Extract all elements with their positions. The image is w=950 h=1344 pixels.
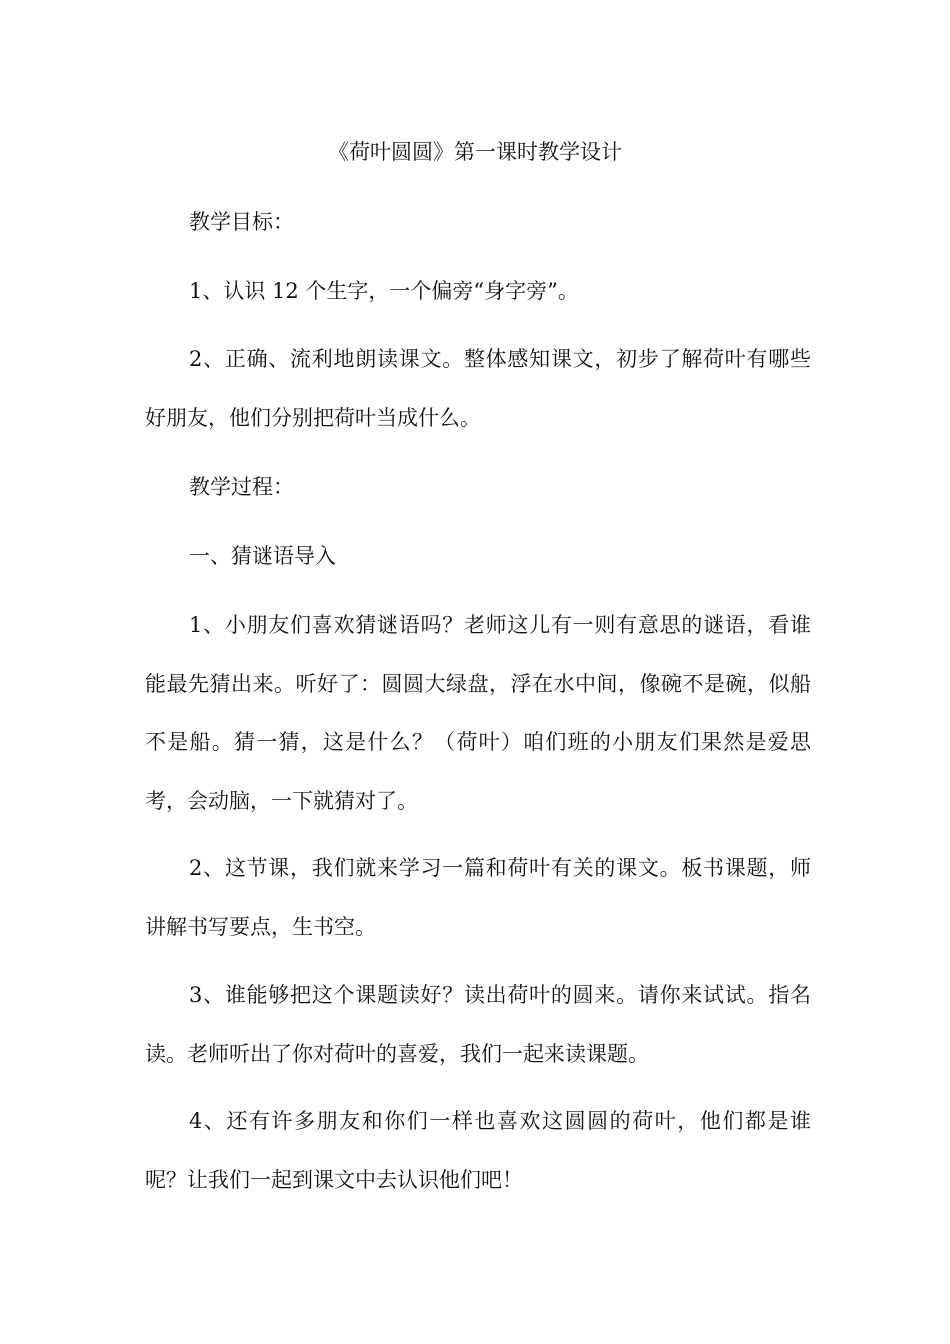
objective-item-2: 2、正确、流利地朗读课文。整体感知课文，初步了解荷叶有哪些好朋友，他们分别把荷叶当成什么。 bbox=[145, 347, 811, 430]
process-item-4: 4、还有许多朋友和你们一样也喜欢这圆圆的荷叶，他们都是谁呢？让我们一起到课文中去认识他们吧！ bbox=[145, 1109, 811, 1192]
objective-item-1: 1、认识 12 个生字，一个偏旁“身字旁”。 bbox=[189, 279, 579, 303]
section-heading-process: 教学过程： bbox=[189, 475, 294, 499]
process-item-1: 1、小朋友们喜欢猜谜语吗？老师这儿有一则有意思的谜语，看谁能最先猜出来。听好了：圆圆大绿盘，浮在水中间，像碗不是碗，似船不是船。猜一猜，这是什么？（荷叶）咱们班的小朋友们果然是爱思考，会动脑，一下就猜对了。 bbox=[145, 613, 811, 813]
section-heading-objectives: 教学目标： bbox=[189, 210, 294, 234]
document-title: 《荷叶圆圆》第一课时教学设计 bbox=[328, 140, 622, 164]
process-item-3: 3、谁能够把这个课题读好？读出荷叶的圆来。请你来试试。指名读。老师听出了你对荷叶的喜爱，我们一起来读课题。 bbox=[145, 983, 811, 1066]
process-item-2: 2、这节课，我们就来学习一篇和荷叶有关的课文。板书课题，师讲解书写要点，生书空。 bbox=[145, 856, 811, 939]
step-heading-riddle: 一、猜谜语导入 bbox=[189, 544, 336, 568]
